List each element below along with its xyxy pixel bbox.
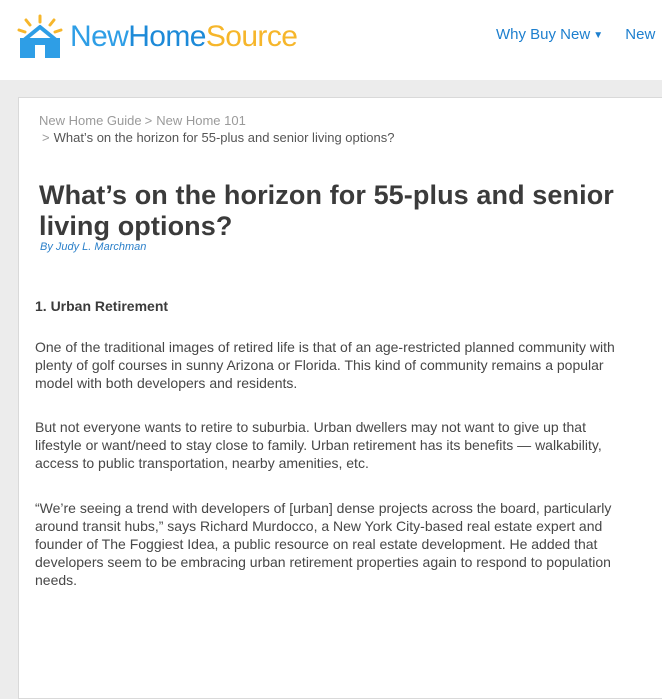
nav-new[interactable] <box>625 26 655 43</box>
article-card <box>18 97 662 699</box>
article-byline[interactable]: By Judy L. Marchman <box>40 241 147 253</box>
article-title: What’s on the horizon for 55-plus and senior living options? <box>39 180 614 241</box>
article-paragraph: “We’re seeing a trend with developers of [urban] dense projects across the board, particularly around transit hubs,” says Richard Murdocco, a New York City-based real estate expert and founder of The Foggiest Idea, a public resource on real estate development. He added that developers seem to be embracing urban retirement properties again to respond to population needs. <box>35 500 612 588</box>
breadcrumb-separator: > <box>144 113 153 128</box>
logo-wordmark <box>70 14 297 60</box>
nav-why-buy-new[interactable] <box>496 26 603 43</box>
nav-why-buy-new-label: Why Buy New <box>496 26 591 43</box>
caret-down-icon: ▼ <box>593 30 604 41</box>
breadcrumb-new-home-guide[interactable]: New Home Guide <box>39 113 142 128</box>
breadcrumb-current: What’s on the horizon for 55-plus and senior living options? <box>53 130 395 145</box>
main-nav <box>496 26 662 43</box>
nav-new-label: New <box>625 26 656 43</box>
breadcrumb-new-home-101[interactable]: New Home 101 <box>156 113 246 128</box>
house-sun-icon <box>16 14 64 60</box>
logo-word-source: Source <box>205 20 298 53</box>
site-logo[interactable] <box>16 14 297 60</box>
site-header <box>0 0 662 80</box>
breadcrumb <box>39 112 394 146</box>
article-paragraph: But not everyone wants to retire to suburbia. Urban dwellers may not want to give up that lifestyle or want/need to stay close to family. Urban retirement has its benefits — walkability, access to public transportation, nearby amenities, etc. <box>35 419 602 471</box>
logo-word-home: Home <box>128 20 206 53</box>
section-heading: 1. Urban Retirement <box>35 298 169 314</box>
logo-word-new: New <box>70 20 129 53</box>
article-paragraph: One of the traditional images of retired life is that of an age-restricted planned community with plenty of golf courses in sunny Arizona or Florida. This kind of community remains a popular model with both developers and residents. <box>35 339 615 391</box>
breadcrumb-separator: > <box>42 130 50 145</box>
